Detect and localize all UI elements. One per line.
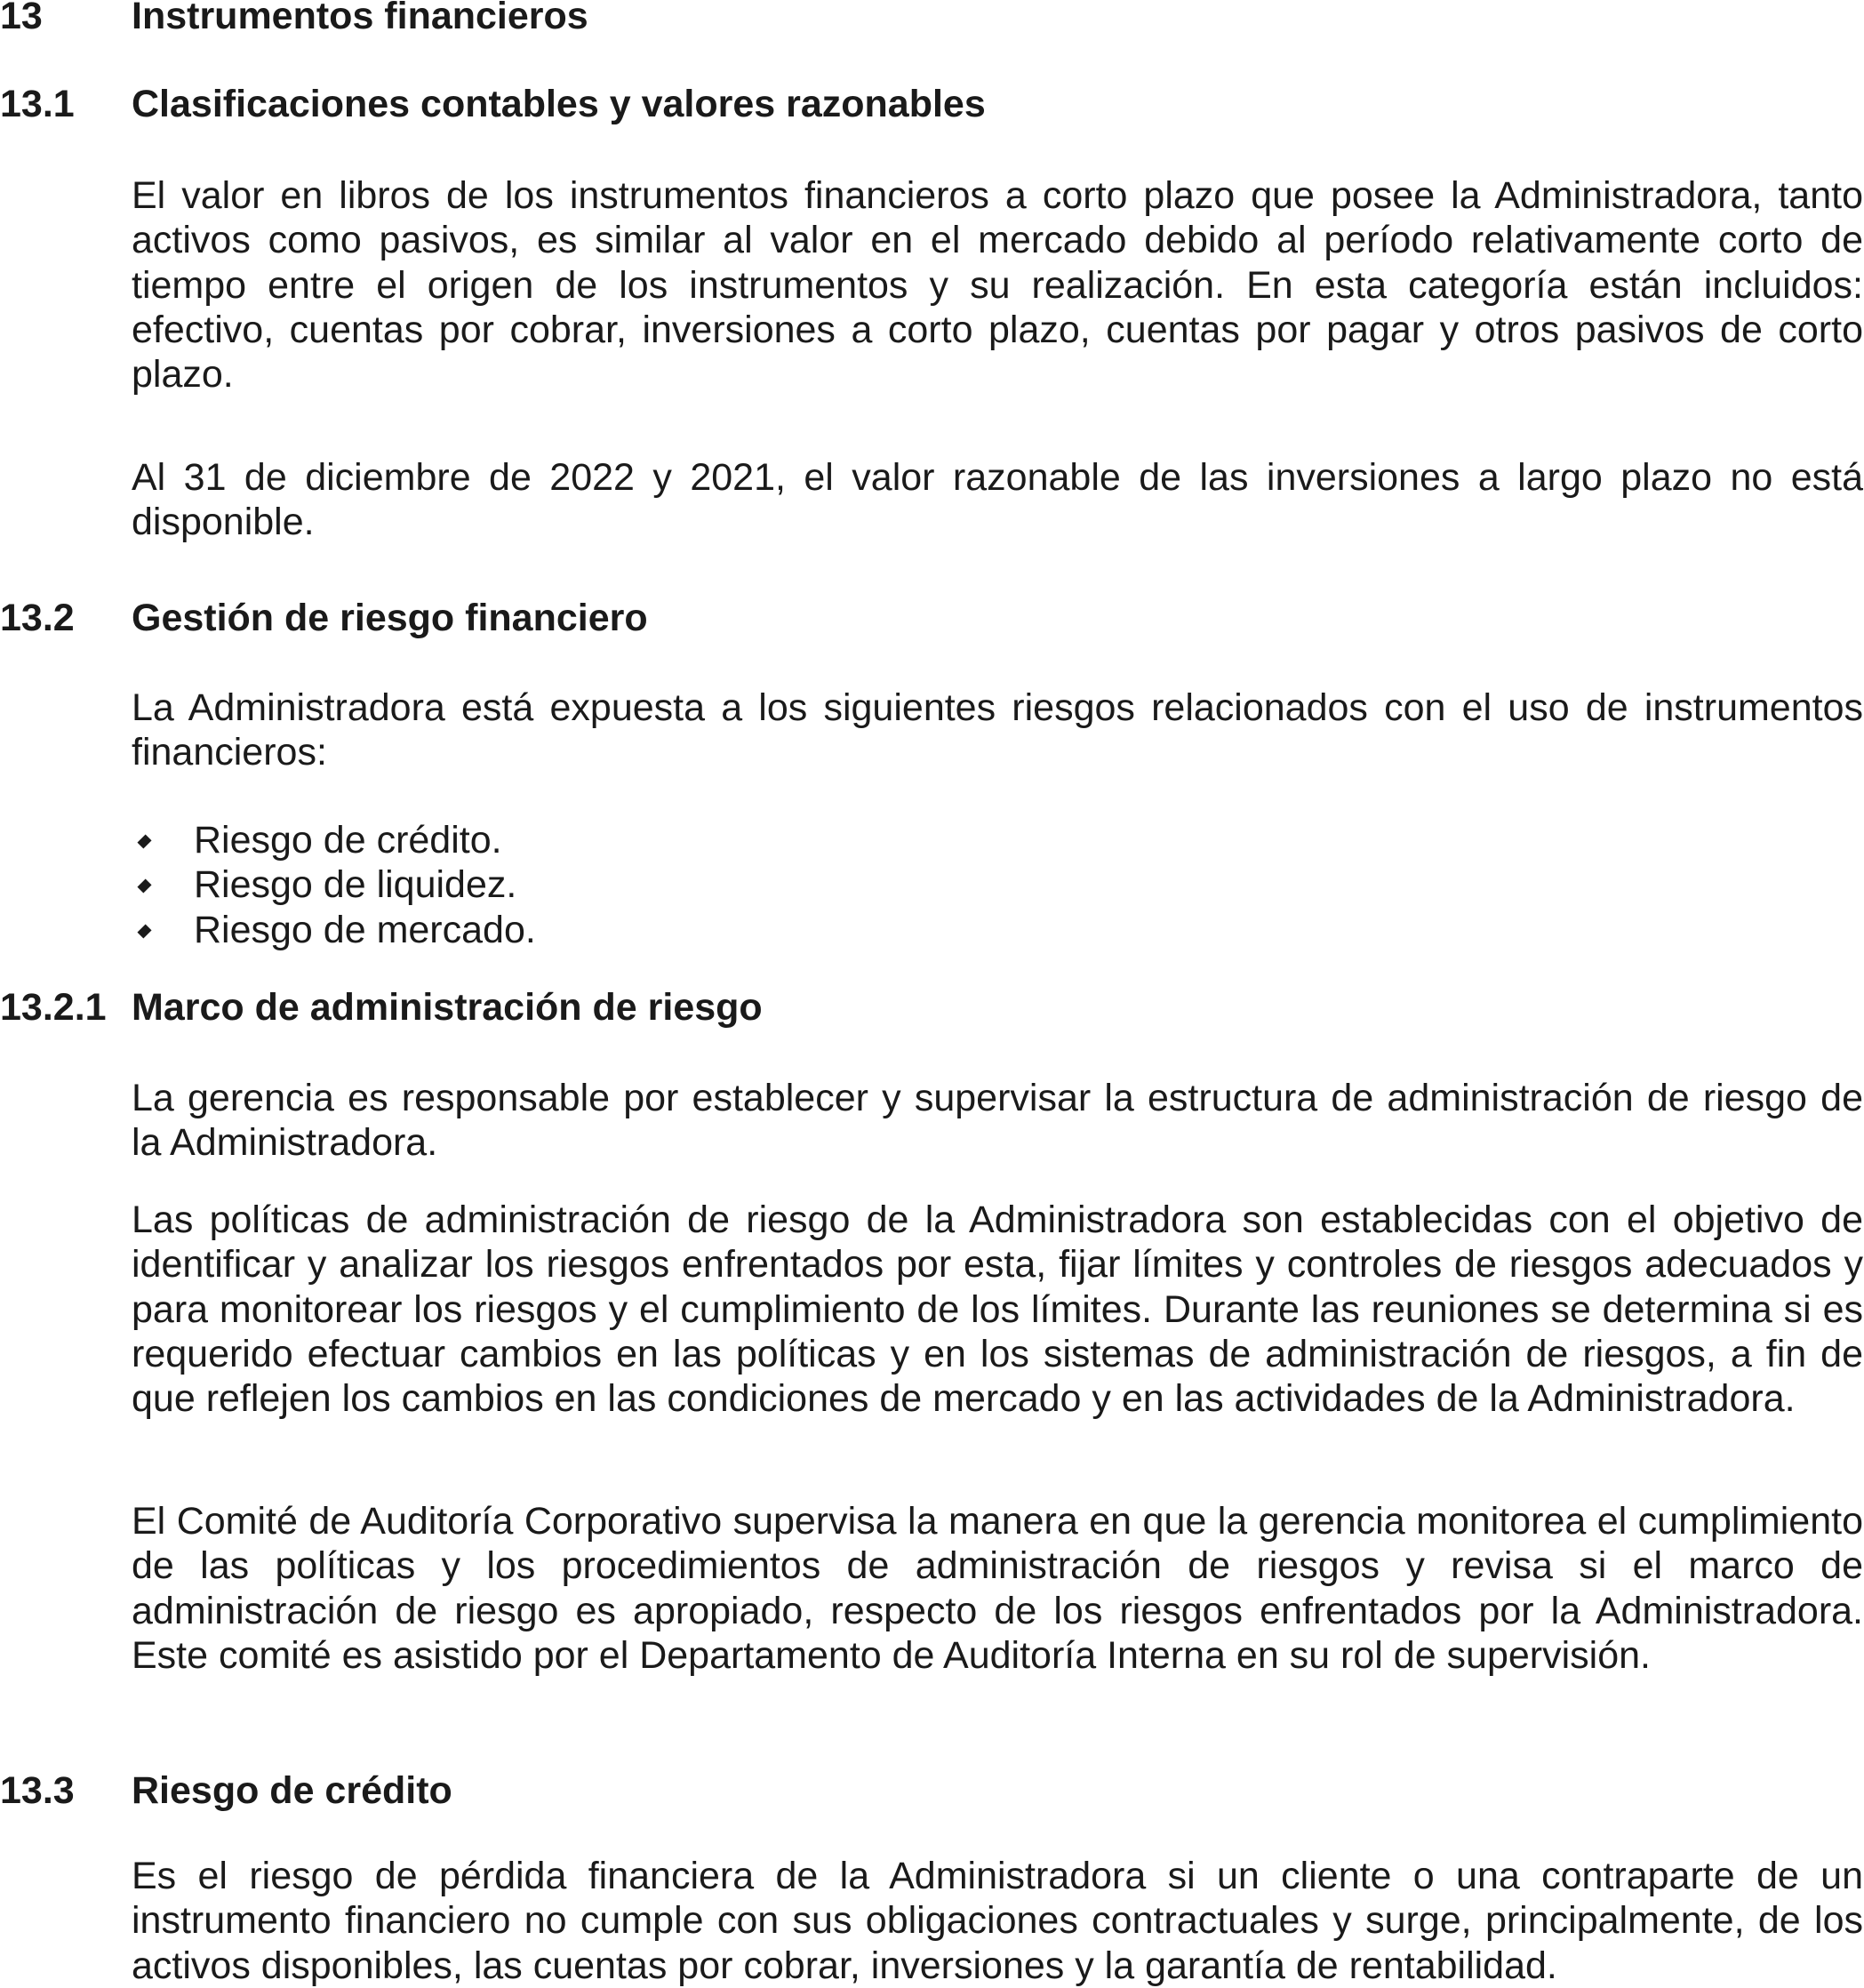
risk-list bbox=[132, 818, 1820, 952]
section-number: 13.2.1 bbox=[0, 986, 107, 1029]
section-13-1-heading bbox=[0, 82, 986, 126]
list-item bbox=[132, 862, 1820, 907]
section-number: 13.3 bbox=[0, 1769, 75, 1812]
section-number: 13.1 bbox=[0, 83, 75, 125]
diamond-bullet-icon bbox=[137, 924, 151, 938]
section-13-3-heading bbox=[0, 1768, 452, 1813]
section-number: 13.2 bbox=[0, 597, 75, 639]
diamond-bullet-icon bbox=[137, 834, 151, 848]
paragraph: El valor en libros de los instrumentos financieros a corto plazo que posee la Administradora, tanto activos como pasivos, es similar al valor en el mercado debido al período relativamente corto de tiempo entre el origen de los instrumentos y su realización. En esta categoría están incluidos: efectivo, cuentas por cobrar, inversiones a corto plazo, cuentas por pagar y otros pasivos de corto plazo. bbox=[132, 174, 1863, 397]
section-title: Riesgo de crédito bbox=[132, 1769, 452, 1812]
list-item-label: Riesgo de liquidez. bbox=[194, 863, 517, 907]
section-13-2-heading bbox=[0, 596, 648, 640]
paragraph: Es el riesgo de pérdida financiera de la Administradora si un cliente o una contraparte de un instrumento financiero no cumple con sus obligaciones contractuales y surge, principalmente, de los activos disponibles, las cuentas por cobrar, inversiones y la garantía de rentabilidad. bbox=[132, 1855, 1863, 1987]
section-13-2-1-heading bbox=[0, 985, 763, 1030]
diamond-bullet-icon bbox=[137, 879, 151, 894]
list-item-label: Riesgo de crédito. bbox=[194, 819, 502, 862]
list-item bbox=[132, 908, 1820, 952]
paragraph: La gerencia es responsable por establecer y supervisar la estructura de administración de riesgo de la Administradora. bbox=[132, 1077, 1863, 1165]
list-item-label: Riesgo de mercado. bbox=[194, 908, 536, 951]
list-item bbox=[132, 818, 1820, 862]
section-number: 13 bbox=[0, 0, 43, 37]
section-title: Marco de administración de riesgo bbox=[132, 986, 763, 1029]
section-title: Clasificaciones contables y valores razonables bbox=[132, 83, 986, 125]
paragraph: Las políticas de administración de riesgo de la Administradora son establecidas con el objetivo de identificar y analizar los riesgos enfrentados por esta, fijar límites y controles de riesgos adecuados y para monitorear los riesgos y el cumplimiento de los límites. Durante las reuniones se determina si es requerido efectuar cambios en las políticas y en los sistemas de administración de riesgos, a fin de que reflejen los cambios en las condiciones de mercado y en las actividades de la Administradora. bbox=[132, 1198, 1863, 1421]
section-title: Gestión de riesgo financiero bbox=[132, 597, 648, 639]
section-13-heading bbox=[0, 0, 588, 38]
paragraph: Al 31 de diciembre de 2022 y 2021, el valor razonable de las inversiones a largo plazo no está disponible. bbox=[132, 456, 1863, 544]
section-title: Instrumentos financieros bbox=[132, 0, 588, 37]
paragraph: El Comité de Auditoría Corporativo supervisa la manera en que la gerencia monitorea el cumplimiento de las políticas y los procedimientos de administración de riesgos y revisa si el marco de administración de riesgo es apropiado, respecto de los riesgos enfrentados por la Administradora. Este comité es asistido por el Departamento de Auditoría Interna en su rol de supervisión. bbox=[132, 1500, 1863, 1677]
paragraph: La Administradora está expuesta a los siguientes riesgos relacionados con el uso de instrumentos financieros: bbox=[132, 686, 1863, 774]
